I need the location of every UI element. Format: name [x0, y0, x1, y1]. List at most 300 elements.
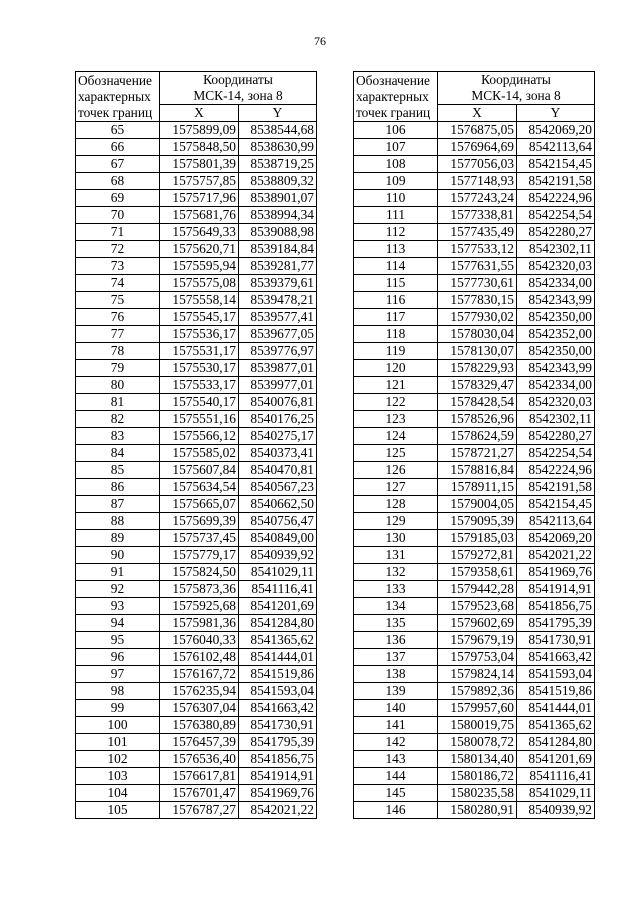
table-row	[76, 666, 317, 683]
table-row	[76, 632, 317, 649]
table-row	[354, 530, 595, 547]
y-coordinate-cell: 8541914,91	[517, 581, 595, 598]
x-coordinate-cell: 1579523,68	[438, 598, 517, 615]
table-row	[354, 802, 595, 819]
point-id-cell: 141	[354, 717, 438, 734]
y-coordinate-cell: 8542154,45	[517, 496, 595, 513]
y-coordinate-cell: 8541663,42	[517, 649, 595, 666]
table-row	[76, 258, 317, 275]
y-coordinate-cell: 8540176,25	[239, 411, 317, 428]
y-coordinate-cell: 8542021,22	[517, 547, 595, 564]
x-coordinate-cell: 1575536,17	[160, 326, 239, 343]
y-coordinate-cell: 8541116,41	[517, 768, 595, 785]
table-row	[76, 224, 317, 241]
table-row	[354, 649, 595, 666]
point-id-cell: 96	[76, 649, 160, 666]
table-row	[354, 666, 595, 683]
table-row	[76, 428, 317, 445]
table-row	[354, 547, 595, 564]
point-id-cell: 120	[354, 360, 438, 377]
x-coordinate-cell: 1577435,49	[438, 224, 517, 241]
table-row	[354, 241, 595, 258]
point-id-cell: 79	[76, 360, 160, 377]
y-coordinate-cell: 8540939,92	[239, 547, 317, 564]
y-coordinate-cell: 8541365,62	[517, 717, 595, 734]
table-row	[76, 292, 317, 309]
x-coordinate-cell: 1576307,04	[160, 700, 239, 717]
coords-title-line: МСК-14, зона 8	[193, 88, 283, 103]
x-coordinate-cell: 1578329,47	[438, 377, 517, 394]
table-row	[76, 445, 317, 462]
y-coordinate-cell: 8539977,01	[239, 377, 317, 394]
table-body-right	[354, 122, 595, 819]
point-id-cell: 115	[354, 275, 438, 292]
x-coordinate-cell: 1576617,81	[160, 768, 239, 785]
table-row	[354, 190, 595, 207]
x-coordinate-cell: 1575717,96	[160, 190, 239, 207]
table-row	[76, 530, 317, 547]
x-coordinate-cell: 1580186,72	[438, 768, 517, 785]
table-row	[354, 411, 595, 428]
point-id-cell: 114	[354, 258, 438, 275]
x-coordinate-cell: 1579679,19	[438, 632, 517, 649]
point-id-cell: 66	[76, 139, 160, 156]
point-id-cell: 117	[354, 309, 438, 326]
y-coordinate-cell: 8540373,41	[239, 445, 317, 462]
x-coordinate-cell: 1575681,76	[160, 207, 239, 224]
table-row	[354, 428, 595, 445]
point-id-cell: 85	[76, 462, 160, 479]
x-coordinate-cell: 1575848,50	[160, 139, 239, 156]
y-coordinate-cell: 8540849,00	[239, 530, 317, 547]
coords-title-header	[160, 72, 317, 105]
x-coordinate-cell: 1575620,71	[160, 241, 239, 258]
y-coordinate-cell: 8542280,27	[517, 428, 595, 445]
y-coordinate-cell: 8539776,97	[239, 343, 317, 360]
point-id-cell: 87	[76, 496, 160, 513]
point-id-cell: 128	[354, 496, 438, 513]
x-coordinate-cell: 1575873,36	[160, 581, 239, 598]
y-coordinate-cell: 8539677,05	[239, 326, 317, 343]
table-row	[354, 564, 595, 581]
point-id-cell: 143	[354, 751, 438, 768]
point-id-cell: 121	[354, 377, 438, 394]
y-coordinate-cell: 8541730,91	[239, 717, 317, 734]
y-coordinate-cell: 8542069,20	[517, 122, 595, 139]
table-row	[354, 309, 595, 326]
y-coordinate-cell: 8542334,00	[517, 377, 595, 394]
point-id-cell: 137	[354, 649, 438, 666]
coordinates-table-right	[353, 71, 595, 819]
point-id-cell: 97	[76, 666, 160, 683]
table-row	[76, 700, 317, 717]
point-id-cell: 127	[354, 479, 438, 496]
table-row	[76, 768, 317, 785]
x-coordinate-cell: 1575665,07	[160, 496, 239, 513]
y-coordinate-cell: 8542254,54	[517, 445, 595, 462]
x-coordinate-cell: 1577056,03	[438, 156, 517, 173]
x-coordinate-cell: 1576457,39	[160, 734, 239, 751]
x-coordinate-cell: 1576235,94	[160, 683, 239, 700]
y-coordinate-cell: 8542350,00	[517, 343, 595, 360]
x-coordinate-cell: 1577730,61	[438, 275, 517, 292]
point-id-cell: 140	[354, 700, 438, 717]
point-id-cell: 122	[354, 394, 438, 411]
point-id-cell: 94	[76, 615, 160, 632]
point-id-cell: 70	[76, 207, 160, 224]
y-coordinate-cell: 8542334,00	[517, 275, 595, 292]
point-id-cell: 75	[76, 292, 160, 309]
y-coordinate-cell: 8540567,23	[239, 479, 317, 496]
table-row	[76, 173, 317, 190]
x-coordinate-cell: 1579602,69	[438, 615, 517, 632]
table-row	[354, 513, 595, 530]
x-coordinate-cell: 1575801,39	[160, 156, 239, 173]
point-id-cell: 103	[76, 768, 160, 785]
y-coordinate-cell: 8541519,86	[517, 683, 595, 700]
table-row	[354, 173, 595, 190]
y-coordinate-cell: 8542320,03	[517, 394, 595, 411]
x-coordinate-cell: 1578911,15	[438, 479, 517, 496]
table-row	[354, 717, 595, 734]
point-id-cell: 130	[354, 530, 438, 547]
x-coordinate-cell: 1575981,36	[160, 615, 239, 632]
x-coordinate-cell: 1580280,91	[438, 802, 517, 819]
y-coordinate-cell: 8542254,54	[517, 207, 595, 224]
point-id-cell: 95	[76, 632, 160, 649]
point-id-cell: 84	[76, 445, 160, 462]
y-coordinate-cell: 8542021,22	[239, 802, 317, 819]
point-id-cell: 106	[354, 122, 438, 139]
point-id-cell: 81	[76, 394, 160, 411]
point-id-cell: 77	[76, 326, 160, 343]
point-id-cell: 105	[76, 802, 160, 819]
point-id-cell: 126	[354, 462, 438, 479]
point-id-cell: 136	[354, 632, 438, 649]
point-id-cell: 113	[354, 241, 438, 258]
table-row	[354, 292, 595, 309]
point-id-cell: 125	[354, 445, 438, 462]
x-coordinate-cell: 1579185,03	[438, 530, 517, 547]
y-coordinate-cell: 8541519,86	[239, 666, 317, 683]
table-row	[354, 156, 595, 173]
x-coordinate-cell: 1578130,07	[438, 343, 517, 360]
x-coordinate-cell: 1579753,04	[438, 649, 517, 666]
y-coordinate-cell: 8539184,84	[239, 241, 317, 258]
point-id-cell: 73	[76, 258, 160, 275]
y-coordinate-cell: 8541201,69	[517, 751, 595, 768]
table-row	[76, 309, 317, 326]
x-coordinate-cell: 1579442,28	[438, 581, 517, 598]
x-coordinate-cell: 1575634,54	[160, 479, 239, 496]
x-coordinate-cell: 1578816,84	[438, 462, 517, 479]
x-coordinate-cell: 1577533,12	[438, 241, 517, 258]
y-coordinate-cell: 8538719,25	[239, 156, 317, 173]
x-coordinate-cell: 1575595,94	[160, 258, 239, 275]
point-id-cell: 104	[76, 785, 160, 802]
coords-title-line: МСК-14, зона 8	[471, 88, 561, 103]
point-label-line: Обозначение	[356, 72, 430, 88]
y-coordinate-cell: 8541856,75	[239, 751, 317, 768]
y-coordinate-cell: 8541795,39	[517, 615, 595, 632]
table-row	[76, 513, 317, 530]
table-row	[76, 275, 317, 292]
table-row	[354, 377, 595, 394]
point-id-cell: 72	[76, 241, 160, 258]
table-row	[76, 564, 317, 581]
table-row	[76, 496, 317, 513]
y-coordinate-cell: 8539877,01	[239, 360, 317, 377]
point-id-cell: 74	[76, 275, 160, 292]
x-coordinate-cell: 1577830,15	[438, 292, 517, 309]
table-row	[354, 632, 595, 649]
y-coordinate-cell: 8542191,58	[517, 173, 595, 190]
y-coordinate-cell: 8540662,50	[239, 496, 317, 513]
point-id-cell: 86	[76, 479, 160, 496]
table-row	[354, 122, 595, 139]
y-coordinate-cell: 8542350,00	[517, 309, 595, 326]
x-coordinate-cell: 1578428,54	[438, 394, 517, 411]
x-coordinate-cell: 1575533,17	[160, 377, 239, 394]
point-id-cell: 133	[354, 581, 438, 598]
point-id-cell: 82	[76, 411, 160, 428]
y-coordinate-cell: 8540756,47	[239, 513, 317, 530]
y-coordinate-cell: 8541663,42	[239, 700, 317, 717]
point-id-cell: 78	[76, 343, 160, 360]
x-coordinate-cell: 1579957,60	[438, 700, 517, 717]
point-id-cell: 110	[354, 190, 438, 207]
x-coordinate-cell: 1576701,47	[160, 785, 239, 802]
point-id-cell: 100	[76, 717, 160, 734]
x-coordinate-cell: 1576040,33	[160, 632, 239, 649]
point-id-cell: 119	[354, 343, 438, 360]
x-coordinate-cell: 1579004,05	[438, 496, 517, 513]
point-id-cell: 65	[76, 122, 160, 139]
point-id-cell: 109	[354, 173, 438, 190]
y-coordinate-cell: 8541365,62	[239, 632, 317, 649]
y-coordinate-cell: 8539379,61	[239, 275, 317, 292]
y-coordinate-cell: 8542113,64	[517, 513, 595, 530]
y-coordinate-cell: 8541284,80	[517, 734, 595, 751]
point-id-cell: 142	[354, 734, 438, 751]
table-row	[354, 445, 595, 462]
point-id-cell: 124	[354, 428, 438, 445]
y-coordinate-cell: 8541116,41	[239, 581, 317, 598]
point-id-cell: 76	[76, 309, 160, 326]
table-row	[76, 411, 317, 428]
y-coordinate-cell: 8542224,96	[517, 462, 595, 479]
point-id-cell: 135	[354, 615, 438, 632]
x-coordinate-cell: 1579095,39	[438, 513, 517, 530]
table-row	[354, 139, 595, 156]
x-coordinate-cell: 1578721,27	[438, 445, 517, 462]
x-coordinate-cell: 1575551,16	[160, 411, 239, 428]
y-coordinate-cell: 8538630,99	[239, 139, 317, 156]
y-coordinate-cell: 8542302,11	[517, 241, 595, 258]
table-row	[354, 258, 595, 275]
point-id-cell: 139	[354, 683, 438, 700]
point-id-cell: 129	[354, 513, 438, 530]
coords-title-line: Координаты	[481, 72, 551, 87]
table-row	[76, 241, 317, 258]
x-coordinate-cell: 1577631,55	[438, 258, 517, 275]
y-header: Y	[517, 105, 595, 122]
table-row	[354, 700, 595, 717]
point-id-cell: 92	[76, 581, 160, 598]
table-row	[76, 751, 317, 768]
point-id-cell: 68	[76, 173, 160, 190]
point-label-header	[354, 72, 438, 122]
point-id-cell: 107	[354, 139, 438, 156]
y-coordinate-cell: 8538994,34	[239, 207, 317, 224]
x-coordinate-cell: 1575699,39	[160, 513, 239, 530]
table-row	[354, 598, 595, 615]
x-coordinate-cell: 1578624,59	[438, 428, 517, 445]
x-header: X	[160, 105, 239, 122]
x-coordinate-cell: 1580078,72	[438, 734, 517, 751]
y-coordinate-cell: 8540275,17	[239, 428, 317, 445]
x-coordinate-cell: 1579892,36	[438, 683, 517, 700]
y-coordinate-cell: 8541284,80	[239, 615, 317, 632]
table-row	[76, 717, 317, 734]
table-row	[76, 649, 317, 666]
table-row	[354, 768, 595, 785]
point-id-cell: 132	[354, 564, 438, 581]
point-id-cell: 91	[76, 564, 160, 581]
x-coordinate-cell: 1580235,58	[438, 785, 517, 802]
y-coordinate-cell: 8541029,11	[239, 564, 317, 581]
point-label-line: Обозначение	[78, 72, 152, 88]
table-row	[354, 326, 595, 343]
x-coordinate-cell: 1575607,84	[160, 462, 239, 479]
y-coordinate-cell: 8541969,76	[517, 564, 595, 581]
y-coordinate-cell: 8540939,92	[517, 802, 595, 819]
y-coordinate-cell: 8538901,07	[239, 190, 317, 207]
x-coordinate-cell: 1575545,17	[160, 309, 239, 326]
y-coordinate-cell: 8541730,91	[517, 632, 595, 649]
table-row	[76, 190, 317, 207]
table-row	[354, 785, 595, 802]
coords-title-header	[438, 72, 595, 105]
x-coordinate-cell: 1580019,75	[438, 717, 517, 734]
y-coordinate-cell: 8541029,11	[517, 785, 595, 802]
table-row	[354, 207, 595, 224]
x-coordinate-cell: 1575540,17	[160, 394, 239, 411]
point-id-cell: 118	[354, 326, 438, 343]
x-coordinate-cell: 1579358,61	[438, 564, 517, 581]
coords-title-line: Координаты	[203, 72, 273, 87]
y-coordinate-cell: 8541444,01	[239, 649, 317, 666]
x-coordinate-cell: 1575566,12	[160, 428, 239, 445]
table-row	[76, 683, 317, 700]
x-coordinate-cell: 1579272,81	[438, 547, 517, 564]
point-id-cell: 80	[76, 377, 160, 394]
point-id-cell: 116	[354, 292, 438, 309]
table-row	[76, 581, 317, 598]
table-row	[354, 462, 595, 479]
x-coordinate-cell: 1577243,24	[438, 190, 517, 207]
point-id-cell: 67	[76, 156, 160, 173]
y-coordinate-cell: 8542352,00	[517, 326, 595, 343]
point-id-cell: 71	[76, 224, 160, 241]
table-row	[76, 122, 317, 139]
y-coordinate-cell: 8542113,64	[517, 139, 595, 156]
point-id-cell: 108	[354, 156, 438, 173]
table-row	[76, 207, 317, 224]
x-coordinate-cell: 1576875,05	[438, 122, 517, 139]
y-coordinate-cell: 8541914,91	[239, 768, 317, 785]
point-id-cell: 101	[76, 734, 160, 751]
point-id-cell: 111	[354, 207, 438, 224]
table-row	[76, 802, 317, 819]
point-id-cell: 123	[354, 411, 438, 428]
point-id-cell: 138	[354, 666, 438, 683]
point-label-header	[76, 72, 160, 122]
y-coordinate-cell: 8540470,81	[239, 462, 317, 479]
x-coordinate-cell: 1576787,27	[160, 802, 239, 819]
table-row	[76, 343, 317, 360]
y-coordinate-cell: 8541444,01	[517, 700, 595, 717]
x-coordinate-cell: 1580134,40	[438, 751, 517, 768]
y-coordinate-cell: 8541201,69	[239, 598, 317, 615]
x-coordinate-cell: 1577148,93	[438, 173, 517, 190]
x-coordinate-cell: 1575824,50	[160, 564, 239, 581]
y-coordinate-cell: 8541969,76	[239, 785, 317, 802]
y-coordinate-cell: 8542302,11	[517, 411, 595, 428]
point-label-line: характерных	[78, 88, 151, 104]
y-coordinate-cell: 8538544,68	[239, 122, 317, 139]
table-body-left	[76, 122, 317, 819]
y-coordinate-cell: 8539478,21	[239, 292, 317, 309]
x-coordinate-cell: 1575899,09	[160, 122, 239, 139]
table-row	[354, 479, 595, 496]
point-id-cell: 144	[354, 768, 438, 785]
y-coordinate-cell: 8542343,99	[517, 292, 595, 309]
y-coordinate-cell: 8542343,99	[517, 360, 595, 377]
y-coordinate-cell: 8542224,96	[517, 190, 595, 207]
table-row	[354, 734, 595, 751]
y-coordinate-cell: 8542320,03	[517, 258, 595, 275]
x-coordinate-cell: 1575779,17	[160, 547, 239, 564]
table-row	[76, 360, 317, 377]
x-coordinate-cell: 1576964,69	[438, 139, 517, 156]
table-row	[354, 615, 595, 632]
y-coordinate-cell: 8541795,39	[239, 734, 317, 751]
x-coordinate-cell: 1575530,17	[160, 360, 239, 377]
point-id-cell: 145	[354, 785, 438, 802]
x-coordinate-cell: 1575649,33	[160, 224, 239, 241]
y-coordinate-cell: 8540076,81	[239, 394, 317, 411]
x-coordinate-cell: 1575925,68	[160, 598, 239, 615]
x-coordinate-cell: 1575575,08	[160, 275, 239, 292]
y-coordinate-cell: 8542069,20	[517, 530, 595, 547]
x-coordinate-cell: 1577930,02	[438, 309, 517, 326]
table-row	[354, 275, 595, 292]
x-coordinate-cell: 1575757,85	[160, 173, 239, 190]
point-label-line: характерных	[356, 88, 429, 104]
point-id-cell: 69	[76, 190, 160, 207]
point-label-line: точек границ	[78, 104, 153, 120]
x-header: X	[438, 105, 517, 122]
x-coordinate-cell: 1578229,93	[438, 360, 517, 377]
x-coordinate-cell: 1578030,04	[438, 326, 517, 343]
table-row	[354, 496, 595, 513]
table-row	[76, 462, 317, 479]
table-row	[76, 615, 317, 632]
point-id-cell: 134	[354, 598, 438, 615]
point-id-cell: 98	[76, 683, 160, 700]
point-label-line: точек границ	[356, 104, 431, 120]
